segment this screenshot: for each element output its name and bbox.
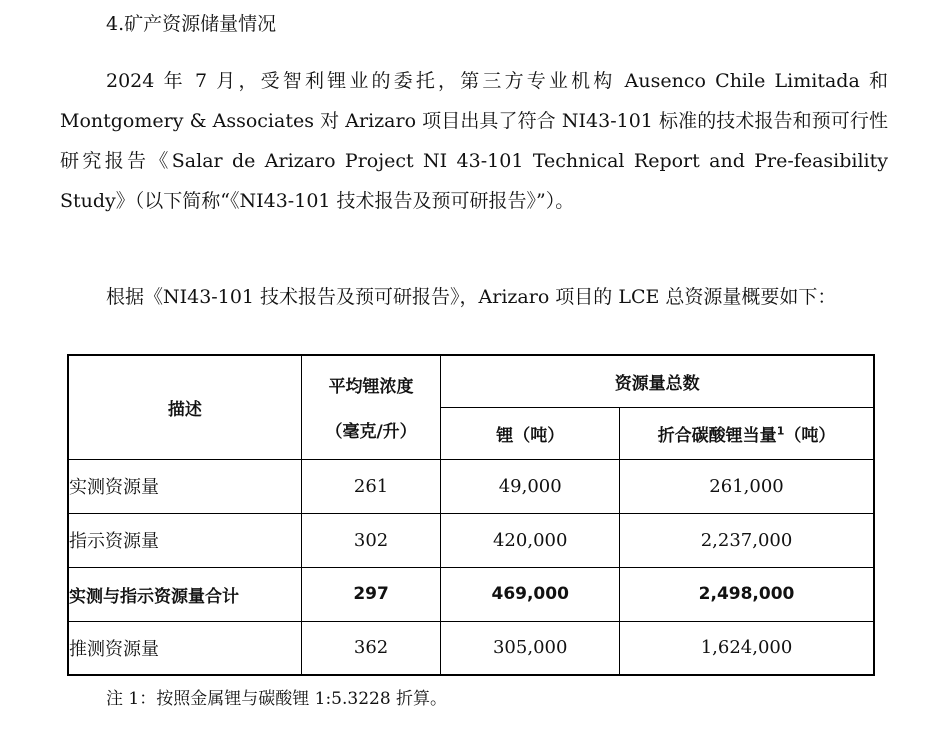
row-description: 实测资源量 xyxy=(68,459,301,513)
header-avg-concentration-line2: （毫克/升） xyxy=(325,422,417,443)
row-concentration: 261 xyxy=(301,459,441,513)
header-lce-label: 折合碳酸锂当量 xyxy=(657,425,777,446)
row-lce: 261,000 xyxy=(620,459,874,513)
table-row xyxy=(68,459,874,513)
row-description: 实测与指示资源量合计 xyxy=(68,567,301,621)
row-description: 推测资源量 xyxy=(68,621,301,675)
row-lithium: 305,000 xyxy=(441,621,620,675)
row-lce: 1,624,000 xyxy=(620,621,874,675)
footnote: 注 1：按照金属锂与碳酸锂 1:5.3228 折算。 xyxy=(106,689,448,709)
row-concentration: 302 xyxy=(301,513,441,567)
row-lce: 2,237,000 xyxy=(620,513,874,567)
row-concentration: 297 xyxy=(301,567,441,621)
row-lithium: 420,000 xyxy=(441,513,620,567)
row-lce: 2,498,000 xyxy=(620,567,874,621)
section-heading: 4.矿产资源储量情况 xyxy=(106,13,277,35)
row-concentration: 362 xyxy=(301,621,441,675)
table-row xyxy=(68,513,874,567)
header-avg-concentration-line1: 平均锂浓度 xyxy=(328,377,414,398)
resource-table xyxy=(67,354,875,676)
footnote-marker: 1 xyxy=(776,423,785,437)
row-lithium: 49,000 xyxy=(441,459,620,513)
table-header-row xyxy=(68,355,874,407)
row-description: 指示资源量 xyxy=(68,513,301,567)
summary-paragraph: 根据《NI43-101 技术报告及预可研报告》，Arizaro 项目的 LCE 总资源量概要如下： xyxy=(106,286,837,308)
header-lce xyxy=(620,407,874,459)
intro-paragraph: 2024 年 7 月，受智利锂业的委托，第三方专业机构 Ausenco Chile Limitada 和 Montgomery & Associates 对 Arizaro 项目出具了符合 NI43-101 标准的技术报告和预可行性研究报告《Salar de Arizaro Project NI 43-101 Technical Report and Pre-feasibility Study》（以下简称“《NI43-101 技术报告及预可研报告》”）。 xyxy=(60,70,888,212)
header-lce-unit: （吨） xyxy=(784,425,836,446)
header-avg-concentration xyxy=(301,355,441,459)
row-lithium: 469,000 xyxy=(441,567,620,621)
table-row-total xyxy=(68,567,874,621)
table-row xyxy=(68,621,874,675)
header-lithium: 锂（吨） xyxy=(441,407,620,459)
header-total-resources: 资源量总数 xyxy=(441,355,874,407)
header-description: 描述 xyxy=(68,355,301,459)
